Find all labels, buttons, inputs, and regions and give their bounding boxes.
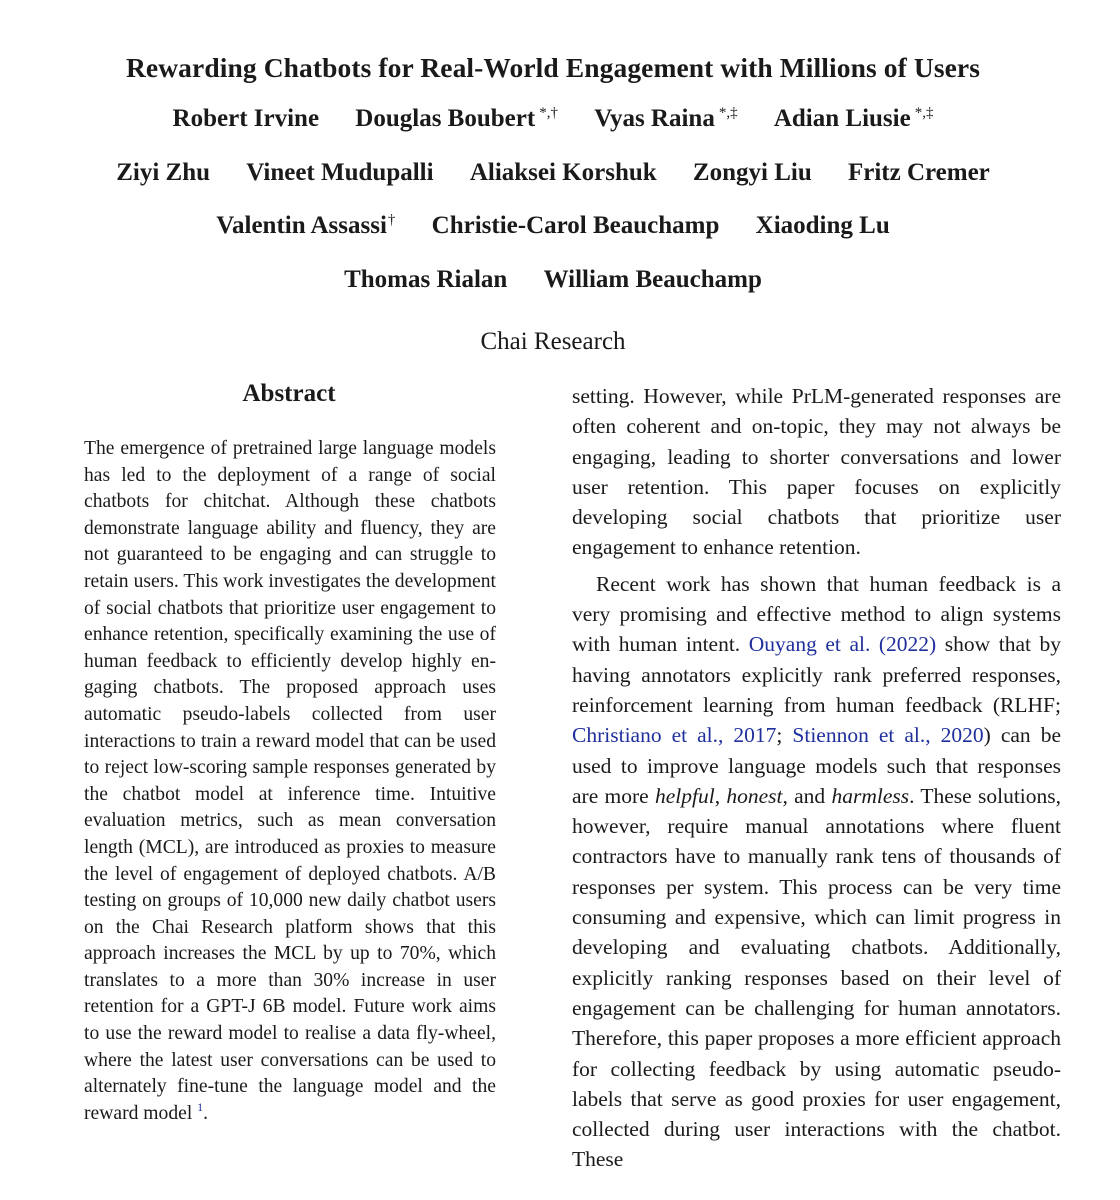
emphasis: helpful [654, 783, 715, 808]
affiliation-mark: † [387, 212, 396, 228]
author-name: Zongyi Liu [692, 159, 812, 186]
author-name: Robert Irvine [172, 105, 320, 132]
citation-link[interactable]: Christiano et al., 2017 [572, 723, 777, 748]
citation-link[interactable]: Stiennon et al., 2020 [792, 723, 984, 748]
author-name: Fritz Cremer [847, 159, 990, 186]
author-row [0, 159, 1106, 187]
author-name: Ziyi Zhu [116, 159, 211, 186]
author-name: Christie-Carol Beauchamp [431, 212, 720, 239]
author-name: Xiaoding Lu [755, 212, 890, 239]
emphasis: honest [726, 783, 783, 808]
affiliation-mark: *,‡ [914, 105, 934, 121]
emphasis: harmless [831, 783, 910, 808]
author-name: Adian Liusie *,‡ [773, 105, 934, 132]
author-name: William Beauchamp [543, 266, 762, 293]
introduction-column [572, 381, 1061, 1181]
footnote-link[interactable]: 1 [197, 1099, 204, 1114]
author-name: Douglas Boubert *,† [355, 105, 558, 132]
abstract-heading: Abstract [242, 380, 336, 407]
paragraph: Recent work has shown that human feedback is a very promising and effective method to align systems with human intent. Ouyang et al. (2022) show that by having annotators explicitly rank preferred responses, reinforcement learning from human feedback (RLHF; Christiano et al., 2017; Stiennon et al., 2020) can be used to improve language models such that responses are more helpful, honest, and harmless. These solutions, however, require manual annotations where fluent contractors have to manually rank tens of thousands of responses per system. This process can be very time consuming and expensive, which can limit progress in developing and evaluating chatbots. Additionally, explicitly ranking responses based on their level of engagement can be challenging for human annotators. Therefore, this paper proposes a more efficient approach for collecting feedback by using automatic pseudo-labels that serve as good proxies for user engagement, collected during user interactions with the chatbot. These [572, 571, 1062, 1172]
author-row [0, 105, 1106, 133]
author-name: Valentin Assassi† [216, 212, 396, 239]
paper-title: Rewarding Chatbots for Real-World Engagement with Millions of Users [125, 52, 981, 83]
abstract-text: The emergence of pretrained large language models has led to the deployment of a range of social chatbots for chitchat. Although these chatbots demonstrate language ability and fluency, they are not guaranteed to be engaging and can struggle to retain users. This work investigates the development of social chatbots that prioritize user engagement to enhance retention, specifically examining the use of human feedback to efficiently develop highly engaging chatbots. The proposed approach uses automatic pseudo-labels collected from user interactions to train a reward model that can be used to reject low-scoring sample responses generated by the chatbot model at inference time. Intuitive evaluation metrics, such as mean conversation length (MCL), are introduced as proxies to measure the level of engagement of deployed chatbots. A/B testing on groups of 10,000 new daily chatbot users on the Chai Research platform shows that this approach increases the MCL by up to 70%, which translates to a more than 30% increase in user retention for a GPT-J 6B model. Future work aims to use the reward model to realise a data fly-wheel, where the latest user conversations can be used to alternately fine-tune the language model and the reward model $^1$. [84, 438, 496, 1124]
affiliation: Chai Research [480, 328, 626, 355]
author-name: Vineet Mudupalli [246, 159, 434, 186]
author-row [0, 212, 1106, 240]
author-name: Thomas Rialan [344, 266, 508, 293]
citation-link[interactable]: Ouyang et al. (2022) [748, 632, 937, 657]
author-row [0, 266, 1106, 294]
author-name: Vyas Raina *,‡ [594, 105, 738, 132]
affiliation-mark: *,† [539, 105, 558, 121]
affiliation-mark: *,‡ [718, 105, 738, 121]
author-name: Aliaksei Korshuk [469, 159, 657, 186]
paragraph: setting. However, while PrLM-generated responses are often coherent and on-topic, they may not always be engaging, leading to shorter conversations and lower user retention. This paper focuses on explicitly developing social chatbots that prioritize user engagement to enhance retention. [572, 384, 1061, 560]
